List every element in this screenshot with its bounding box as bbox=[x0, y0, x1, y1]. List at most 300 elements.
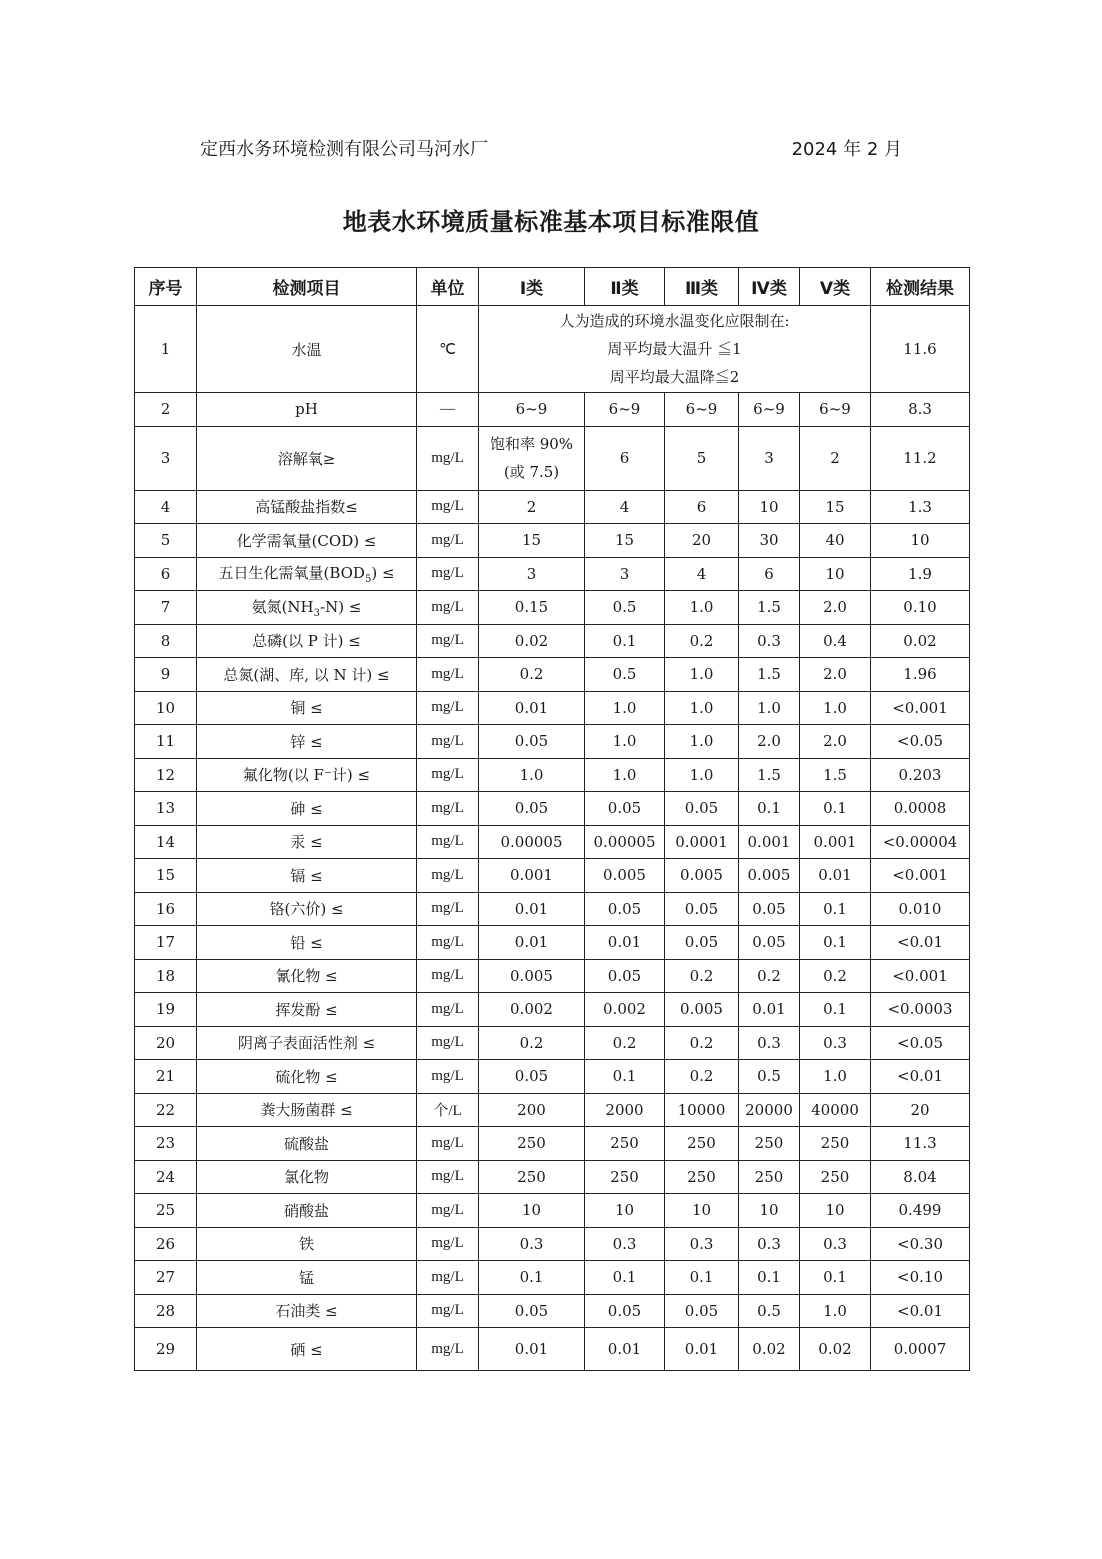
cell-unit: mg/L bbox=[417, 792, 479, 826]
cell-class1: 6~9 bbox=[479, 393, 585, 427]
cell-unit: mg/L bbox=[417, 926, 479, 960]
cell-item bbox=[197, 792, 417, 826]
cell-item bbox=[197, 658, 417, 692]
cell-result: 11.2 bbox=[871, 426, 970, 490]
cell-result: 11.6 bbox=[871, 306, 970, 393]
item-text: 挥发酚 ≤ bbox=[275, 1000, 338, 1019]
table-row bbox=[135, 393, 970, 427]
cell-no: 20 bbox=[135, 1026, 197, 1060]
cell-result: 0.499 bbox=[871, 1194, 970, 1228]
cell-class1: 0.01 bbox=[479, 691, 585, 725]
cell-class1: 0.2 bbox=[479, 1026, 585, 1060]
table-row bbox=[135, 1227, 970, 1261]
class1-line: (或 7.5) bbox=[503, 463, 560, 481]
cell-item bbox=[197, 1328, 417, 1371]
cell-class1: 0.05 bbox=[479, 1060, 585, 1094]
cell-class1: 10 bbox=[479, 1194, 585, 1228]
cell-unit: mg/L bbox=[417, 1060, 479, 1094]
cell-class4: 6 bbox=[739, 557, 800, 591]
cell-class2: 0.00005 bbox=[585, 825, 665, 859]
cell-class2: 6 bbox=[585, 426, 665, 490]
cell-class5: 0.02 bbox=[800, 1328, 871, 1371]
cell-class4: 10 bbox=[739, 1194, 800, 1228]
cell-no: 3 bbox=[135, 426, 197, 490]
cell-unit: mg/L bbox=[417, 892, 479, 926]
cell-no: 1 bbox=[135, 306, 197, 393]
cell-class5: 40 bbox=[800, 524, 871, 558]
column-header: 检测结果 bbox=[871, 268, 970, 306]
cell-unit: mg/L bbox=[417, 1026, 479, 1060]
cell-unit: mg/L bbox=[417, 658, 479, 692]
cell-item bbox=[197, 959, 417, 993]
table-row bbox=[135, 490, 970, 524]
cell-class2: 0.5 bbox=[585, 658, 665, 692]
cell-class3: 6 bbox=[665, 490, 739, 524]
cell-class4: 0.001 bbox=[739, 825, 800, 859]
cell-class2: 0.05 bbox=[585, 792, 665, 826]
cell-class4: 0.5 bbox=[739, 1294, 800, 1328]
cell-class4: 0.1 bbox=[739, 792, 800, 826]
cell-unit: mg/L bbox=[417, 959, 479, 993]
cell-class3: 0.05 bbox=[665, 926, 739, 960]
cell-class4: 1.0 bbox=[739, 691, 800, 725]
cell-class5: 10 bbox=[800, 1194, 871, 1228]
cell-no: 13 bbox=[135, 792, 197, 826]
item-subscript: 5 bbox=[364, 574, 372, 586]
cell-result: <0.10 bbox=[871, 1261, 970, 1295]
cell-class4: 0.05 bbox=[739, 926, 800, 960]
item-text-tail: -N) ≤ bbox=[320, 597, 362, 616]
table-row bbox=[135, 591, 970, 625]
cell-item bbox=[197, 892, 417, 926]
cell-item bbox=[197, 725, 417, 759]
cell-unit: mg/L bbox=[417, 557, 479, 591]
cell-unit: ℃ bbox=[417, 306, 479, 393]
cell-class4: 0.05 bbox=[739, 892, 800, 926]
item-text: 硒 ≤ bbox=[290, 1340, 323, 1359]
cell-class2: 2000 bbox=[585, 1093, 665, 1127]
item-text: 铜 ≤ bbox=[290, 699, 323, 718]
cell-class4: 1.5 bbox=[739, 758, 800, 792]
cell-class3: 1.0 bbox=[665, 658, 739, 692]
cell-result: 0.0007 bbox=[871, 1328, 970, 1371]
cell-no: 15 bbox=[135, 859, 197, 893]
cell-unit: mg/L bbox=[417, 1328, 479, 1371]
cell-item bbox=[197, 1294, 417, 1328]
cell-class3: 250 bbox=[665, 1160, 739, 1194]
cell-no: 9 bbox=[135, 658, 197, 692]
cell-class2: 0.005 bbox=[585, 859, 665, 893]
cell-item bbox=[197, 1093, 417, 1127]
cell-class1: 0.02 bbox=[479, 624, 585, 658]
cell-class2: 1.0 bbox=[585, 691, 665, 725]
cell-class5: 0.2 bbox=[800, 959, 871, 993]
table-row bbox=[135, 426, 970, 490]
cell-class4: 0.005 bbox=[739, 859, 800, 893]
cell-class4: 20000 bbox=[739, 1093, 800, 1127]
cell-class2: 4 bbox=[585, 490, 665, 524]
table-row bbox=[135, 1093, 970, 1127]
cell-no: 17 bbox=[135, 926, 197, 960]
cell-class2: 0.3 bbox=[585, 1227, 665, 1261]
item-subscript: 3 bbox=[313, 607, 321, 619]
cell-class5: 0.1 bbox=[800, 993, 871, 1027]
cell-class1: 0.05 bbox=[479, 792, 585, 826]
cell-class1: 250 bbox=[479, 1160, 585, 1194]
item-text: 砷 ≤ bbox=[290, 799, 323, 818]
table-row bbox=[135, 792, 970, 826]
cell-result: 1.96 bbox=[871, 658, 970, 692]
cell-class1: 3 bbox=[479, 557, 585, 591]
cell-class3: 5 bbox=[665, 426, 739, 490]
item-text: pH bbox=[295, 400, 318, 419]
cell-item bbox=[197, 859, 417, 893]
cell-class1: 0.001 bbox=[479, 859, 585, 893]
table-row bbox=[135, 306, 970, 393]
cell-no: 4 bbox=[135, 490, 197, 524]
cell-class4: 1.5 bbox=[739, 591, 800, 625]
cell-item bbox=[197, 591, 417, 625]
table-row bbox=[135, 1160, 970, 1194]
cell-class3: 1.0 bbox=[665, 758, 739, 792]
cell-no: 26 bbox=[135, 1227, 197, 1261]
table-row bbox=[135, 959, 970, 993]
cell-class1: 1.0 bbox=[479, 758, 585, 792]
cell-class2: 10 bbox=[585, 1194, 665, 1228]
cell-result: <0.001 bbox=[871, 859, 970, 893]
column-header: 序号 bbox=[135, 268, 197, 306]
cell-class3: 10000 bbox=[665, 1093, 739, 1127]
cell-class3: 250 bbox=[665, 1127, 739, 1161]
cell-class1 bbox=[479, 426, 585, 490]
cell-result: 0.02 bbox=[871, 624, 970, 658]
cell-unit: mg/L bbox=[417, 426, 479, 490]
cell-class4: 250 bbox=[739, 1160, 800, 1194]
cell-item bbox=[197, 1060, 417, 1094]
item-text: 铬(六价) ≤ bbox=[269, 900, 344, 919]
cell-class2: 0.2 bbox=[585, 1026, 665, 1060]
cell-class2: 0.05 bbox=[585, 892, 665, 926]
cell-class1: 2 bbox=[479, 490, 585, 524]
cell-result: <0.05 bbox=[871, 1026, 970, 1060]
item-text: 铁 bbox=[298, 1235, 314, 1254]
cell-class5: 250 bbox=[800, 1127, 871, 1161]
cell-class5: 0.1 bbox=[800, 792, 871, 826]
cell-unit: mg/L bbox=[417, 725, 479, 759]
cell-class3: 4 bbox=[665, 557, 739, 591]
cell-class4: 0.1 bbox=[739, 1261, 800, 1295]
table-row bbox=[135, 859, 970, 893]
cell-class4: 0.5 bbox=[739, 1060, 800, 1094]
table-row bbox=[135, 1194, 970, 1228]
table-row bbox=[135, 691, 970, 725]
item-text: 硝酸盐 bbox=[283, 1201, 329, 1220]
cell-no: 16 bbox=[135, 892, 197, 926]
cell-class2: 0.1 bbox=[585, 1261, 665, 1295]
item-text: 石油类 ≤ bbox=[275, 1302, 338, 1321]
cell-class5: 0.01 bbox=[800, 859, 871, 893]
table-row bbox=[135, 1328, 970, 1371]
cell-class1: 0.3 bbox=[479, 1227, 585, 1261]
cell-no: 27 bbox=[135, 1261, 197, 1295]
cell-result: 8.3 bbox=[871, 393, 970, 427]
cell-no: 23 bbox=[135, 1127, 197, 1161]
cell-result: <0.01 bbox=[871, 1060, 970, 1094]
cell-unit: mg/L bbox=[417, 524, 479, 558]
cell-class3: 0.2 bbox=[665, 959, 739, 993]
cell-unit: mg/L bbox=[417, 1194, 479, 1228]
table-row bbox=[135, 993, 970, 1027]
item-text: 硫化物 ≤ bbox=[275, 1067, 338, 1086]
cell-class3: 0.01 bbox=[665, 1328, 739, 1371]
cell-class3: 0.005 bbox=[665, 859, 739, 893]
cell-unit: mg/L bbox=[417, 591, 479, 625]
cell-result: 20 bbox=[871, 1093, 970, 1127]
cell-class5: 0.3 bbox=[800, 1227, 871, 1261]
cell-no: 22 bbox=[135, 1093, 197, 1127]
cell-class1: 0.05 bbox=[479, 1294, 585, 1328]
cell-class2: 0.05 bbox=[585, 959, 665, 993]
cell-item: 水温 bbox=[197, 306, 417, 393]
cell-class5: 1.0 bbox=[800, 1060, 871, 1094]
item-text: 硫酸盐 bbox=[283, 1134, 329, 1153]
column-header: Ⅳ类 bbox=[739, 268, 800, 306]
cell-class2: 0.01 bbox=[585, 926, 665, 960]
cell-item bbox=[197, 926, 417, 960]
organization-name: 定西水务环境检测有限公司马河水厂 bbox=[200, 139, 488, 160]
cell-class2: 0.1 bbox=[585, 624, 665, 658]
cell-no: 11 bbox=[135, 725, 197, 759]
table-row bbox=[135, 758, 970, 792]
cell-class5: 15 bbox=[800, 490, 871, 524]
cell-item bbox=[197, 1194, 417, 1228]
item-text: 高锰酸盐指数≤ bbox=[255, 498, 358, 517]
cell-item bbox=[197, 557, 417, 591]
item-text: 五日生化需氧量(BOD bbox=[218, 564, 365, 583]
cell-class4: 0.3 bbox=[739, 1026, 800, 1060]
cell-result: <0.01 bbox=[871, 1294, 970, 1328]
item-text: 总氮(湖、库, 以 N 计) ≤ bbox=[223, 665, 390, 684]
cell-item: 溶解氧≥ bbox=[197, 426, 417, 490]
cell-class1: 0.01 bbox=[479, 1328, 585, 1371]
cell-item bbox=[197, 1127, 417, 1161]
table-row bbox=[135, 1261, 970, 1295]
cell-class3: 20 bbox=[665, 524, 739, 558]
cell-class3: 1.0 bbox=[665, 725, 739, 759]
cell-result: <0.05 bbox=[871, 725, 970, 759]
cell-unit: mg/L bbox=[417, 1261, 479, 1295]
cell-class3: 0.2 bbox=[665, 1026, 739, 1060]
cell-no: 28 bbox=[135, 1294, 197, 1328]
item-text: 镉 ≤ bbox=[290, 866, 323, 885]
cell-item bbox=[197, 758, 417, 792]
cell-no: 21 bbox=[135, 1060, 197, 1094]
item-text: 锰 bbox=[298, 1268, 314, 1287]
cell-class2: 1.0 bbox=[585, 725, 665, 759]
item-text-tail: ) ≤ bbox=[371, 564, 395, 583]
cell-class3: 10 bbox=[665, 1194, 739, 1228]
item-text: 化学需氧量(COD) ≤ bbox=[236, 531, 377, 550]
cell-no: 8 bbox=[135, 624, 197, 658]
cell-no: 6 bbox=[135, 557, 197, 591]
item-text: 汞 ≤ bbox=[290, 833, 323, 852]
cell-unit: mg/L bbox=[417, 993, 479, 1027]
cell-item bbox=[197, 490, 417, 524]
cell-result: 1.3 bbox=[871, 490, 970, 524]
column-header: Ⅲ类 bbox=[665, 268, 739, 306]
item-text: 铅 ≤ bbox=[290, 933, 323, 952]
cell-unit: mg/L bbox=[417, 825, 479, 859]
cell-class4: 2.0 bbox=[739, 725, 800, 759]
cell-item bbox=[197, 1026, 417, 1060]
cell-class5: 0.3 bbox=[800, 1026, 871, 1060]
cell-class3: 0.05 bbox=[665, 1294, 739, 1328]
cell-class1: 200 bbox=[479, 1093, 585, 1127]
document-header bbox=[200, 133, 902, 163]
cell-class5: 0.1 bbox=[800, 1261, 871, 1295]
cell-result: <0.00004 bbox=[871, 825, 970, 859]
item-text: 氨氮(NH bbox=[251, 597, 314, 616]
note-line: 人为造成的环境水温变化应限制在: bbox=[559, 312, 790, 330]
item-text: 总磷(以 P 计) ≤ bbox=[252, 632, 361, 651]
cell-no: 19 bbox=[135, 993, 197, 1027]
table-row bbox=[135, 1127, 970, 1161]
cell-class5: 40000 bbox=[800, 1093, 871, 1127]
cell-class2: 0.05 bbox=[585, 1294, 665, 1328]
cell-class3: 0.0001 bbox=[665, 825, 739, 859]
cell-class5: 6~9 bbox=[800, 393, 871, 427]
cell-class1: 250 bbox=[479, 1127, 585, 1161]
cell-no: 29 bbox=[135, 1328, 197, 1371]
cell-class1: 0.1 bbox=[479, 1261, 585, 1295]
cell-result: 10 bbox=[871, 524, 970, 558]
cell-unit: 个/L bbox=[417, 1093, 479, 1127]
cell-class1: 0.00005 bbox=[479, 825, 585, 859]
item-text: 氟化物(以 F⁻计) ≤ bbox=[242, 766, 371, 785]
cell-class1: 0.2 bbox=[479, 658, 585, 692]
cell-class3: 0.05 bbox=[665, 892, 739, 926]
cell-class3: 0.005 bbox=[665, 993, 739, 1027]
table-row bbox=[135, 892, 970, 926]
table-row bbox=[135, 557, 970, 591]
cell-item bbox=[197, 993, 417, 1027]
item-text: 锌 ≤ bbox=[290, 732, 323, 751]
cell-class5: 0.1 bbox=[800, 926, 871, 960]
cell-class2: 3 bbox=[585, 557, 665, 591]
cell-class5: 0.001 bbox=[800, 825, 871, 859]
cell-class1: 0.002 bbox=[479, 993, 585, 1027]
cell-unit: mg/L bbox=[417, 1294, 479, 1328]
cell-class4: 6~9 bbox=[739, 393, 800, 427]
cell-class1: 0.005 bbox=[479, 959, 585, 993]
cell-class5: 250 bbox=[800, 1160, 871, 1194]
standards-table bbox=[134, 267, 970, 1371]
cell-item bbox=[197, 1160, 417, 1194]
document-title: 地表水环境质量标准基本项目标准限值 bbox=[342, 208, 760, 236]
cell-unit: mg/L bbox=[417, 1227, 479, 1261]
table-header-row bbox=[135, 268, 970, 306]
cell-class3: 6~9 bbox=[665, 393, 739, 427]
cell-class4: 10 bbox=[739, 490, 800, 524]
cell-class5: 10 bbox=[800, 557, 871, 591]
cell-unit: mg/L bbox=[417, 691, 479, 725]
cell-item bbox=[197, 393, 417, 427]
cell-class4: 0.02 bbox=[739, 1328, 800, 1371]
cell-class2: 250 bbox=[585, 1160, 665, 1194]
cell-class2: 250 bbox=[585, 1127, 665, 1161]
note-line: 周平均最大温升 ≦1 bbox=[607, 340, 742, 358]
column-header: Ⅰ类 bbox=[479, 268, 585, 306]
item-text: 阴离子表面活性剂 ≤ bbox=[237, 1034, 376, 1053]
cell-class1: 15 bbox=[479, 524, 585, 558]
cell-class3: 0.2 bbox=[665, 624, 739, 658]
cell-unit: — bbox=[417, 393, 479, 427]
cell-class2: 0.1 bbox=[585, 1060, 665, 1094]
cell-result: 8.04 bbox=[871, 1160, 970, 1194]
table-row bbox=[135, 926, 970, 960]
cell-class5: 2.0 bbox=[800, 658, 871, 692]
cell-class4: 250 bbox=[739, 1127, 800, 1161]
water-temp-note bbox=[479, 306, 871, 393]
cell-item bbox=[197, 524, 417, 558]
cell-item bbox=[197, 825, 417, 859]
cell-result: <0.001 bbox=[871, 959, 970, 993]
table-row bbox=[135, 725, 970, 759]
cell-class3: 1.0 bbox=[665, 691, 739, 725]
cell-result: 0.203 bbox=[871, 758, 970, 792]
cell-no: 18 bbox=[135, 959, 197, 993]
report-date: 2024 年 2 月 bbox=[791, 139, 902, 160]
cell-no: 14 bbox=[135, 825, 197, 859]
cell-unit: mg/L bbox=[417, 1127, 479, 1161]
table-row bbox=[135, 524, 970, 558]
cell-result: 0.010 bbox=[871, 892, 970, 926]
cell-class2: 0.5 bbox=[585, 591, 665, 625]
cell-class2: 6~9 bbox=[585, 393, 665, 427]
table-row bbox=[135, 825, 970, 859]
cell-result: <0.001 bbox=[871, 691, 970, 725]
cell-result: 0.0008 bbox=[871, 792, 970, 826]
cell-class4: 0.2 bbox=[739, 959, 800, 993]
cell-unit: mg/L bbox=[417, 624, 479, 658]
cell-result: <0.0003 bbox=[871, 993, 970, 1027]
cell-class1: 0.05 bbox=[479, 725, 585, 759]
cell-no: 24 bbox=[135, 1160, 197, 1194]
cell-no: 25 bbox=[135, 1194, 197, 1228]
cell-class3: 0.1 bbox=[665, 1261, 739, 1295]
cell-class3: 0.05 bbox=[665, 792, 739, 826]
cell-unit: mg/L bbox=[417, 490, 479, 524]
cell-no: 5 bbox=[135, 524, 197, 558]
note-line: 周平均最大温降≦2 bbox=[609, 368, 740, 386]
cell-class5: 1.5 bbox=[800, 758, 871, 792]
cell-no: 12 bbox=[135, 758, 197, 792]
item-text: 氯化物 bbox=[283, 1168, 329, 1187]
cell-class4: 1.5 bbox=[739, 658, 800, 692]
cell-class2: 0.002 bbox=[585, 993, 665, 1027]
cell-no: 2 bbox=[135, 393, 197, 427]
cell-class5: 0.1 bbox=[800, 892, 871, 926]
cell-result: 1.9 bbox=[871, 557, 970, 591]
cell-class5: 1.0 bbox=[800, 1294, 871, 1328]
cell-item bbox=[197, 1227, 417, 1261]
cell-no: 10 bbox=[135, 691, 197, 725]
cell-item bbox=[197, 624, 417, 658]
cell-result: <0.01 bbox=[871, 926, 970, 960]
cell-unit: mg/L bbox=[417, 758, 479, 792]
cell-class4: 0.3 bbox=[739, 1227, 800, 1261]
cell-class4: 3 bbox=[739, 426, 800, 490]
